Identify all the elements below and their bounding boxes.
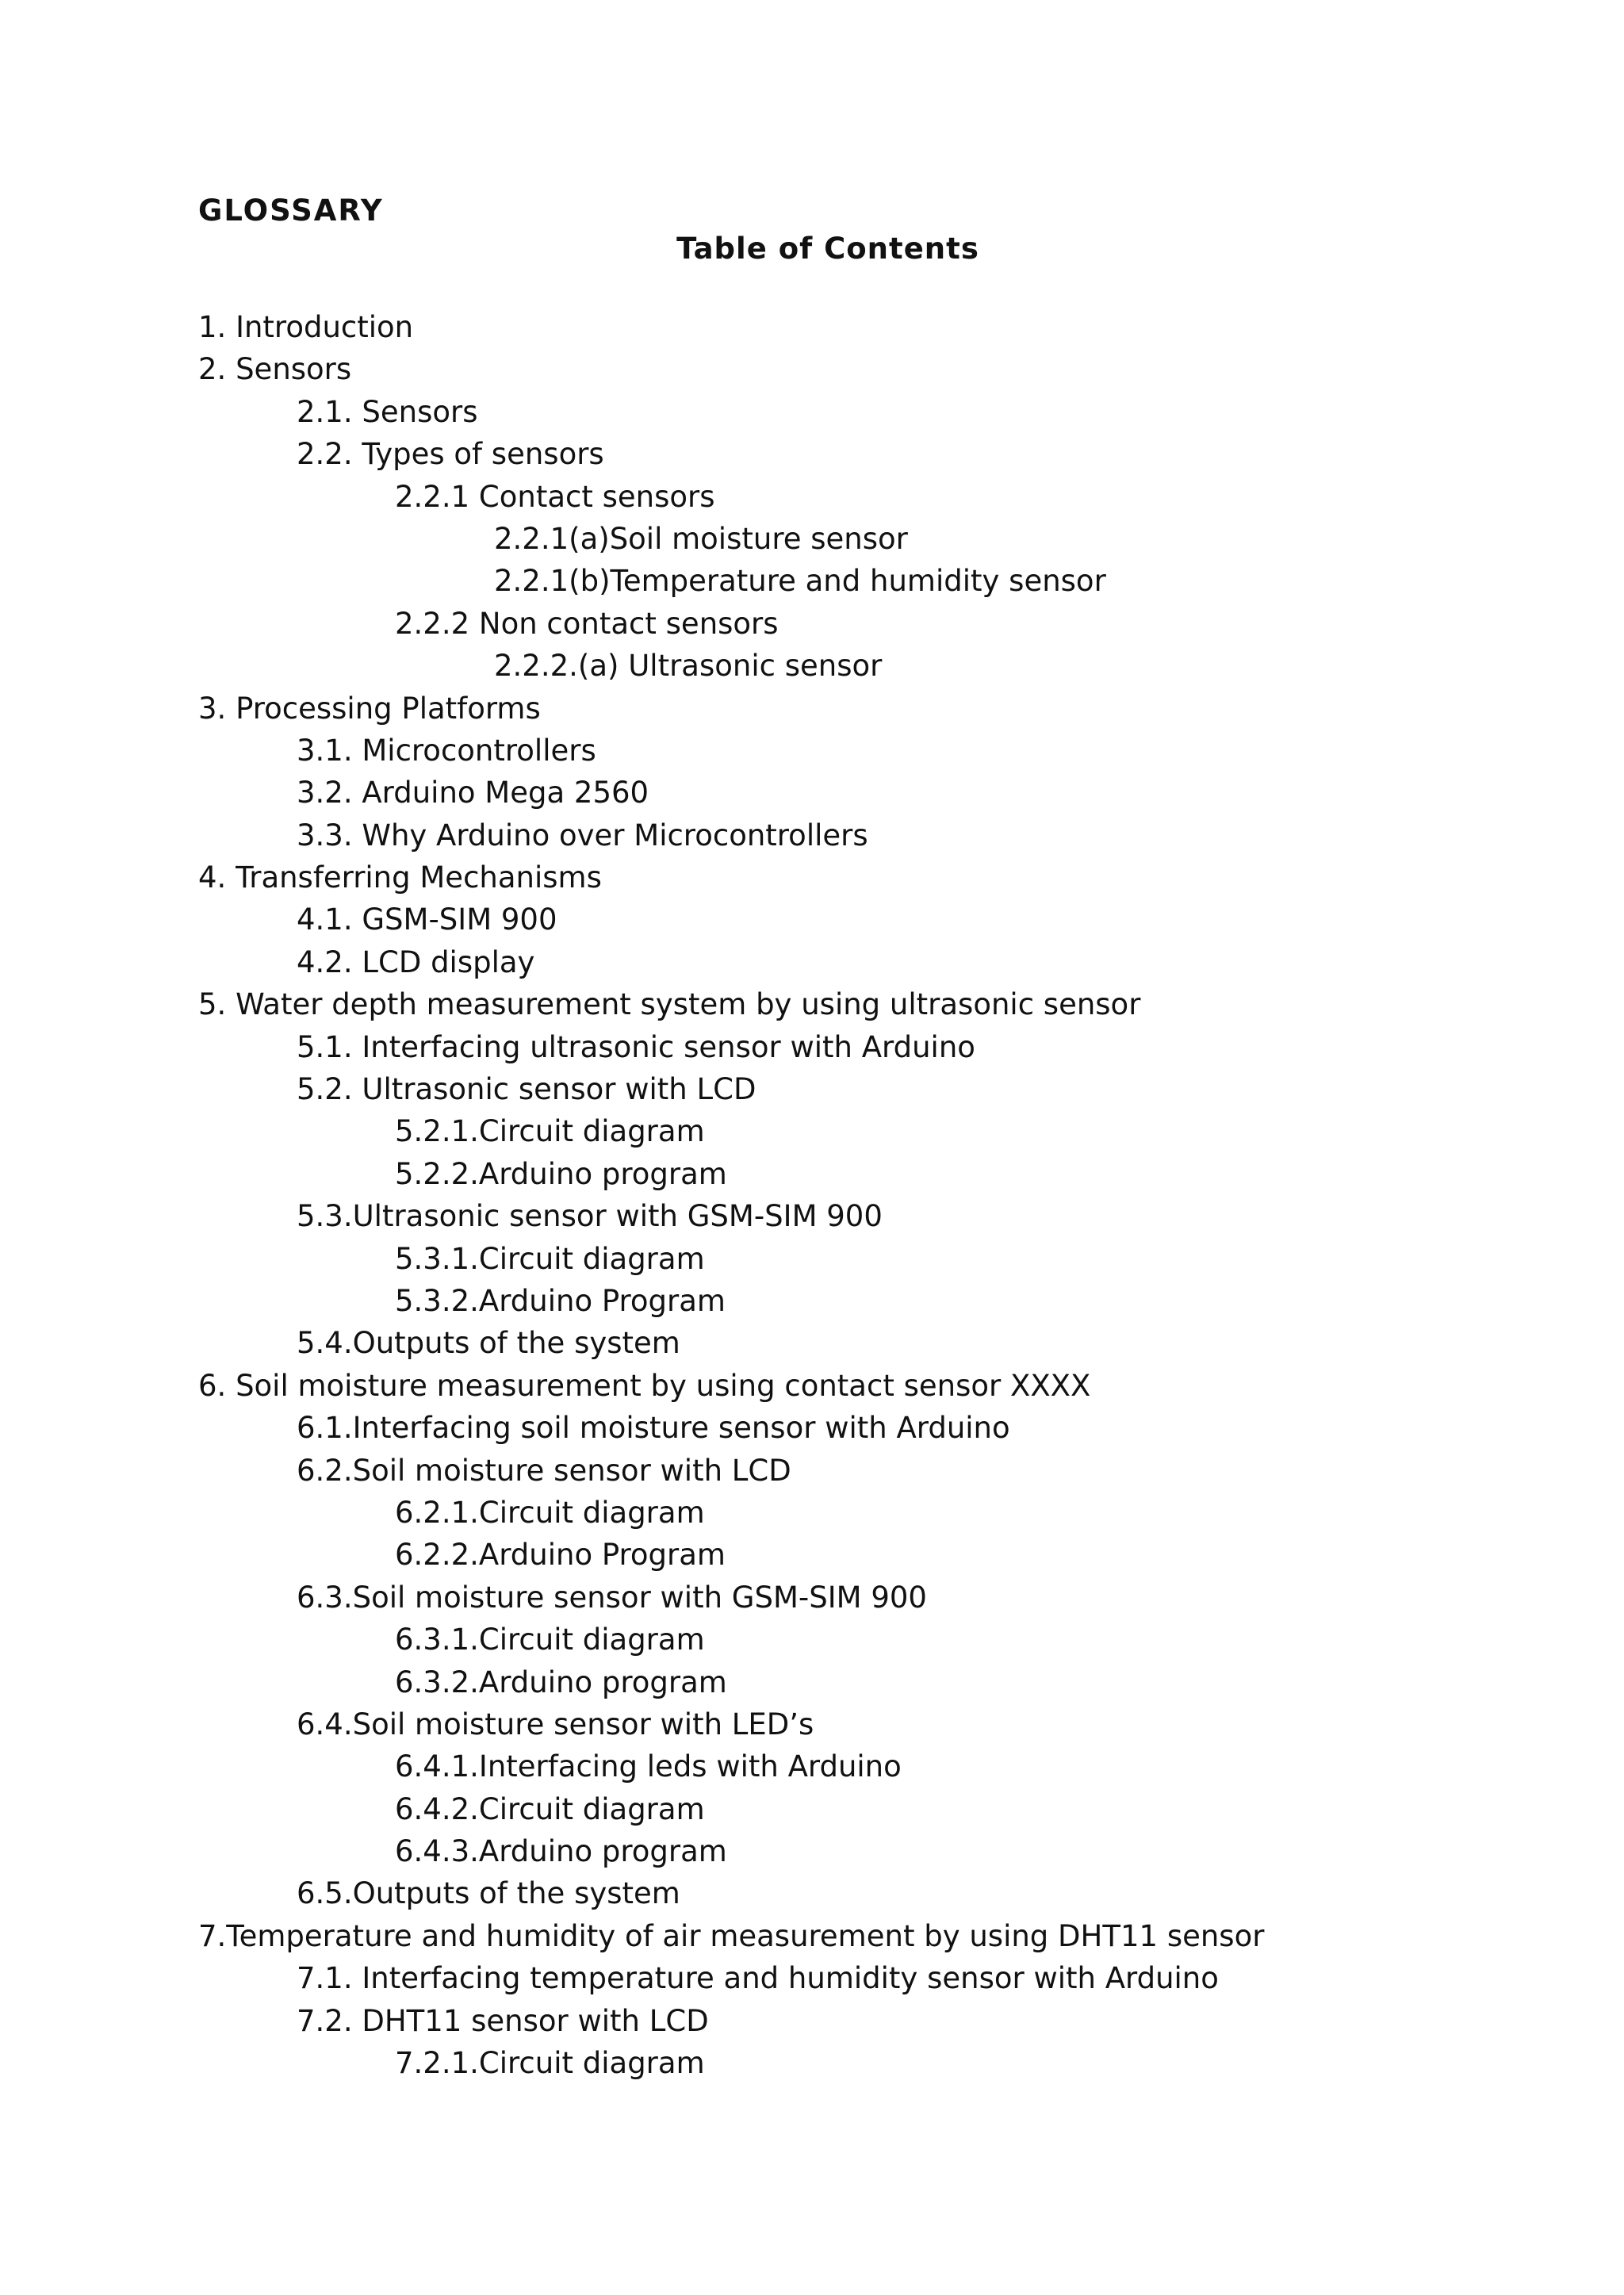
toc-entry: 4.2. LCD display [297,944,535,979]
toc-entry: 2.2.2.(a) Ultrasonic sensor [494,649,883,684]
toc-entry: 2.2. Types of sensors [297,437,604,472]
toc-entry: 6.4.1.Interfacing leds with Arduino [395,1749,902,1784]
toc-entry: 5.1. Interfacing ultrasonic sensor with Arduino [297,1029,975,1064]
toc-entry: 2.1. Sensors [297,394,478,429]
toc-entry: 6.4.Soil moisture sensor with LED’s [297,1707,814,1741]
toc-entry: 6.3.Soil moisture sensor with GSM-SIM 900 [297,1580,927,1615]
toc-entry: 5.4.Outputs of the system [297,1326,680,1361]
toc-entry: 2.2.1(b)Temperature and humidity sensor [494,564,1106,599]
toc-title [0,230,1624,268]
toc-entry: 7.2.1.Circuit diagram [395,2046,705,2081]
table-of-contents [198,306,1264,2084]
toc-entry: 4.1. GSM-SIM 900 [297,902,557,937]
toc-entry: 6.4.3.Arduino program [395,1834,727,1869]
toc-entry: 6. Soil moisture measurement by using contact sensor XXXX [198,1368,1091,1403]
toc-entry: 6.2.1.Circuit diagram [395,1495,705,1530]
toc-entry: 7.2. DHT11 sensor with LCD [297,2003,709,2038]
toc-entry: 2.2.1 Contact sensors [395,479,715,514]
toc-entry: 3.1. Microcontrollers [297,733,596,768]
toc-entry: 6.3.1.Circuit diagram [395,1623,705,1657]
glossary-heading: GLOSSARY [198,193,384,228]
toc-entry: 5.3.2.Arduino Program [395,1283,726,1318]
toc-entry: 7.Temperature and humidity of air measurement by using DHT11 sensor [198,1918,1265,1953]
toc-entry: 5.2. Ultrasonic sensor with LCD [297,1072,756,1107]
toc-entry: 6.2.2.Arduino Program [395,1538,726,1573]
toc-entry: 6.1.Interfacing soil moisture sensor with Arduino [297,1411,1010,1446]
toc-entry: 5. Water depth measurement system by using ultrasonic sensor [198,987,1141,1022]
toc-entry: 3.2. Arduino Mega 2560 [297,776,649,810]
toc-entry: 1. Introduction [198,310,414,344]
toc-entry: 2. Sensors [198,352,352,387]
toc-entry: 5.3.1.Circuit diagram [395,1241,705,1276]
toc-entry: 5.3.Ultrasonic sensor with GSM-SIM 900 [297,1199,883,1234]
toc-entry: 5.2.1.Circuit diagram [395,1114,705,1149]
toc-entry: 6.3.2.Arduino program [395,1665,727,1699]
toc-entry: 3.3. Why Arduino over Microcontrollers [297,818,868,852]
toc-entry: 6.4.2.Circuit diagram [395,1791,705,1826]
toc-entry: 3. Processing Platforms [198,691,541,726]
toc-entry: 2.2.2 Non contact sensors [395,606,779,641]
toc-title-text: Table of Contents [676,232,979,266]
toc-entry: 6.5.Outputs of the system [297,1876,680,1911]
toc-entry: 2.2.1(a)Soil moisture sensor [494,521,908,556]
toc-entry: 4. Transferring Mechanisms [198,860,602,895]
toc-entry: 7.1. Interfacing temperature and humidity sensor with Arduino [297,1961,1219,1996]
toc-entry: 6.2.Soil moisture sensor with LCD [297,1453,791,1488]
toc-entry: 5.2.2.Arduino program [395,1156,727,1191]
